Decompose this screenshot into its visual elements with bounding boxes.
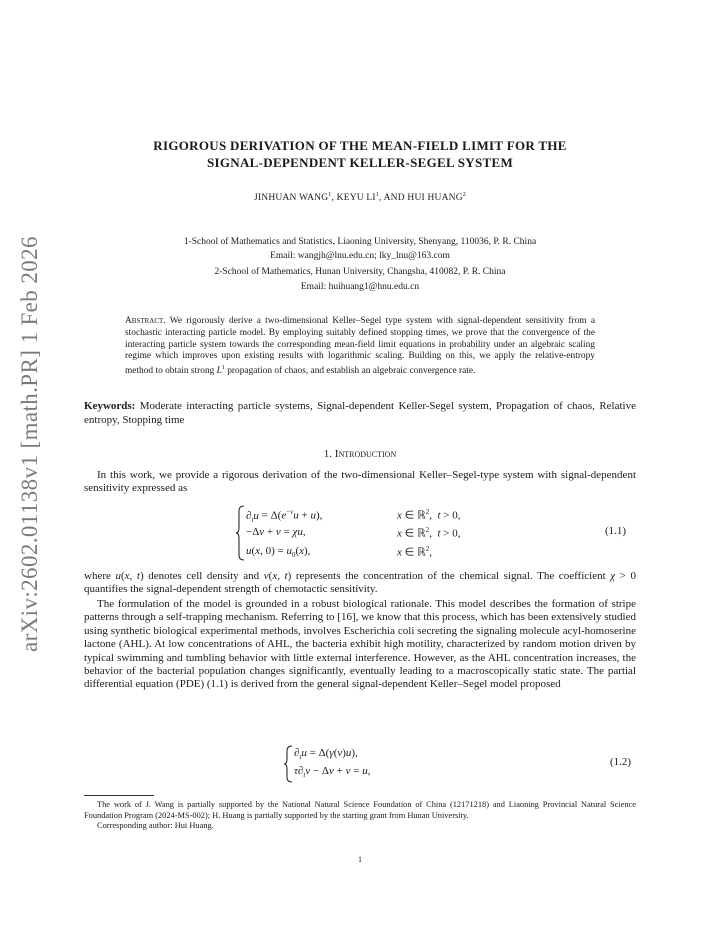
author-2: KEYU LI — [336, 193, 376, 204]
title-line-2: SIGNAL-DEPENDENT KELLER-SEGEL SYSTEM — [206, 155, 514, 170]
equation-1-2-number: (1.2) — [610, 756, 632, 768]
p2-text: quantifies the signal-dependent strength of chemotactic sensitivity. — [84, 583, 378, 596]
paragraph-2: where u(x, t) denotes cell density and v(x, t) represents the concentration of the chemical signal. The coefficient χ > 0 quantifies the signal-dependent strength of chemotactic sensitivity. — [84, 570, 636, 596]
funding-note: The work of J. Wang is partially supported by the National Natural Science Foundation of China (12171218) and Liaoning Provincial Natural Science Foundation Program (2024-MS-002); H. Huang is partially supported by the starting grant from Hunan University. — [84, 800, 636, 820]
page-number: 1 — [358, 855, 362, 864]
left-brace-icon — [284, 745, 294, 783]
left-brace-icon — [236, 505, 246, 561]
p2-text: denotes cell density and — [143, 570, 264, 582]
keywords-text: Moderate interacting particle systems, Signal-dependent Keller-Segel system, Propagation of chaos, Relative entropy, Stopping time — [84, 400, 636, 426]
abstract-text: We rigorously derive a two-dimensional Keller–Segel type system with signal-dependent sensitivity from a stochastic interacting particle model. By employing suitably defined stopping times, we prove that the convergence of the interacting particle system towards the corresponding mean-field limit equations in probability under an algebraic scaling regime which improves upon existing results with logarithmic scaling. Building on this, we apply the relative-entropy method to obtain strong — [125, 316, 595, 377]
affiliation-1-email: Email: wangjh@lnu.edu.cn; lky_lnu@163.com — [270, 251, 450, 261]
author-2-affil: 1 — [375, 192, 379, 198]
paper-title — [0, 137, 720, 171]
equation-1-1: $\partial_tu = \Delta(e^{-v}u + u)$, x ∈ ℝ$^2$, t > 0, −Δv + v = χu, x ∈ ℝ$^2$, t > 0, u(x, $0) = u_0(x)$, x ∈ ℝ$^2$, — [236, 505, 636, 561]
affiliation-1: 1-School of Mathematics and Statistics, Liaoning University, Shenyang, 110036, P. R. China — [183, 237, 537, 247]
affiliation-2-email: Email: huihuang1@hnu.edu.cn — [300, 282, 420, 292]
author-separator: , — [331, 193, 337, 204]
abstract-text-end: propagation of chaos, and establish an algebraic convergence rate. — [224, 366, 476, 377]
author-3-affil: 2 — [462, 192, 466, 198]
author-1-affil: 1 — [328, 192, 332, 198]
p2-text: where — [84, 570, 116, 582]
footnote — [84, 800, 636, 832]
author-3: HUI HUANG — [407, 193, 463, 204]
abstract-label: Abstract. — [125, 316, 166, 326]
equation-1-1-number: (1.1) — [605, 525, 627, 537]
p2-text: represents the concentration of the chemical signal. The coefficient — [291, 570, 611, 582]
keywords — [84, 399, 636, 427]
section-number: 1. — [323, 448, 333, 460]
equation-1-2: $\partial_tu = \Delta(\gamma(v)u)$, $\tau\partial_tv - \Delta v + v = u$, — [284, 745, 484, 783]
author-1: JINHUAN WANG — [254, 193, 329, 204]
keywords-label: Keywords: — [84, 400, 136, 412]
u-symbol: u — [115, 570, 121, 582]
author-list — [0, 192, 720, 203]
l1-symbol: L — [216, 366, 222, 377]
l1-superscript: 1 — [221, 365, 225, 372]
footnote-rule — [84, 795, 154, 796]
paragraph-3: The formulation of the model is grounded in a robust biological rationale. This model describes the formation of stripe patterns through a self-trapping mechanism. Referring to [16], we know that this process, which has been extensively studied using synthetic biological experimental methods, involves Escherichia coli secreting the signaling molecule acyl-homoserine lactone (AHL). At low concentrations of AHL, the bacteria exhibit high motility, characterized by random motion driven by typical swimming and tumbling behavior with little external interference. However, as the AHL concentration increases, the behavior of the bacterial population changes significantly, eventually leading to a macroscopically static state. The partial differential equation (PDE) (1.1) is derived from the general signal-dependent Keller–Segel model proposed — [84, 598, 636, 691]
v-symbol: v — [263, 570, 269, 582]
section-heading — [0, 448, 720, 460]
affiliation-2: 2-School of Mathematics, Hunan University, Changsha, 410082, P. R. China — [214, 267, 506, 277]
title-line-1: RIGOROUS DERIVATION OF THE MEAN-FIELD LIMIT FOR THE — [153, 138, 567, 153]
author-separator: , AND — [379, 193, 408, 204]
arxiv-identifier: arXiv:2602.01138v1 [math.PR] 1 Feb 2026 — [17, 236, 42, 652]
abstract — [125, 316, 595, 378]
chi-symbol: χ — [610, 570, 616, 582]
corresponding-author-note: Corresponding author: Hui Huang. — [97, 821, 214, 831]
section-title: Introduction — [334, 448, 397, 460]
paragraph-1: In this work, we provide a rigorous derivation of the two-dimensional Keller–Segel-type system with signal-dependent sensitivity expressed as — [84, 469, 636, 495]
